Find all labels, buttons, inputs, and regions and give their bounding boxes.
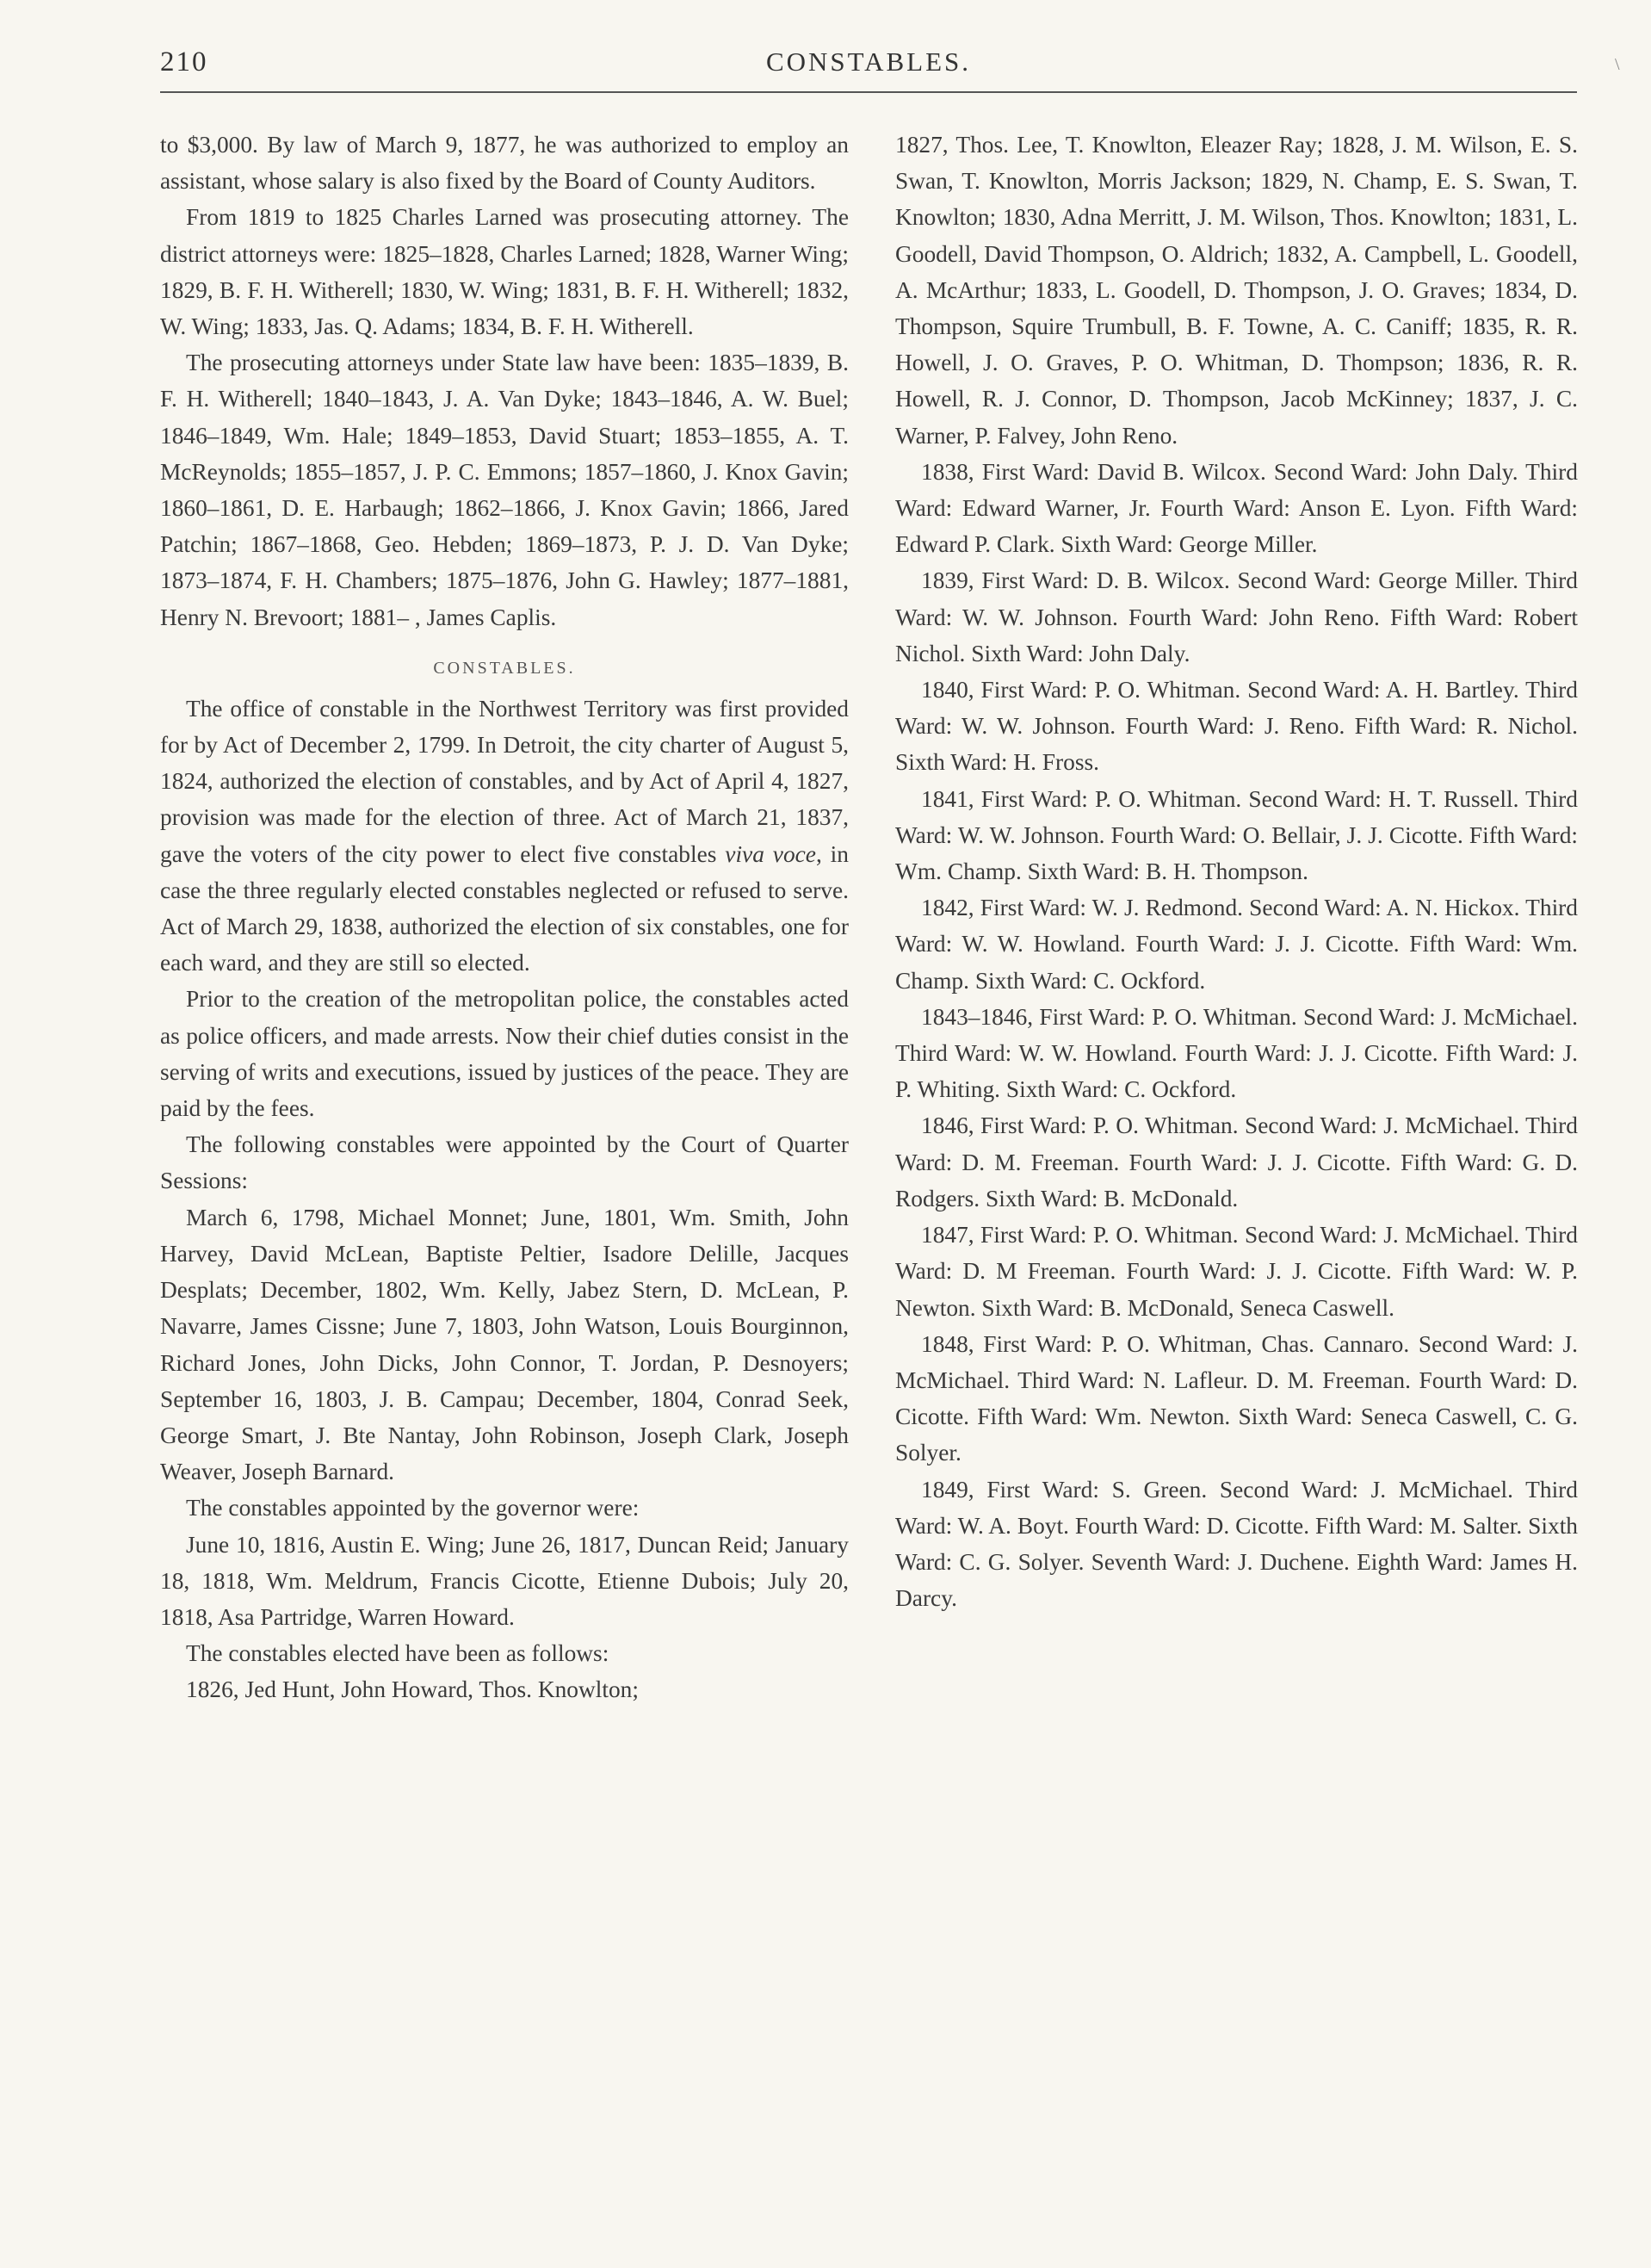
paragraph: 1847, First Ward: P. O. Whitman. Second Ward: J. McMichael. Third Ward: D. M Freeman. Fourth Ward: J. J. Cicotte. Fifth Ward: W. P. Newton. Sixth Ward: B. McDonald, Seneca Caswell. xyxy=(895,1222,1578,1321)
paragraph: 1840, First Ward: P. O. Whitman. Second Ward: A. H. Bartley. Third Ward: W. W. Johnson. Fourth Ward: J. Reno. Fifth Ward: R. Nichol. Sixth Ward: H. Fross. xyxy=(895,677,1578,776)
paragraph: March 6, 1798, Michael Monnet; June, 1801, Wm. Smith, John Harvey, David McLean, Baptiste Peltier, Isadore Delille, Jacques Desplats; December, 1802, Wm. Kelly, Jabez Stern, D. McLean, P. Navarre, James Cissne; June 7, 1803, John Watson, Louis Bourginnon, Richard Jones, John Dicks, John Connor, T. Jordan, P. Desnoyers; September 16, 1803, J. B. Campau; December, 1804, Conrad Seek, George Smart, J. Bte Nantay, John Robinson, Joseph Clark, Joseph Weaver, Joseph Barnard. xyxy=(160,1204,849,1485)
left-column xyxy=(160,127,849,1708)
paragraph: From 1819 to 1825 Charles Larned was prosecuting attorney. The district attorneys were: 1825–1828, Charles Larned; 1828, Warner Wing; 1829, B. F. H. Witherell; 1830, W. Wing; 1831, B. F. H. Witherell; 1832, W. Wing; 1833, Jas. Q. Adams; 1834, B. F. H. Witherell. xyxy=(160,204,849,340)
paragraph: The constables appointed by the governor were: xyxy=(186,1495,640,1521)
paragraph-text: The office of constable in the Northwest Territory was first provided for by Act of December 2, 1799. In Detroit, the city charter of August 5, 1824, authorized the election of constables, and by Act of April 4, 1827, provision was made for the election of three. Act of March 21, 1837, gave the voters of the city power to elect five constables xyxy=(160,695,849,867)
paragraph: 1839, First Ward: D. B. Wilcox. Second Ward: George Miller. Third Ward: W. W. Johnson. Fourth Ward: John Reno. Fifth Ward: Robert Nichol. Sixth Ward: John Daly. xyxy=(895,567,1578,666)
right-column xyxy=(895,127,1578,1616)
paragraph: The prosecuting attorneys under State law have been: 1835–1839, B. F. H. Witherell; 1840–1843, J. A. Van Dyke; 1843–1846, A. W. Buel; 1846–1849, Wm. Hale; 1849–1853, David Stuart; 1853–1855, A. T. McReynolds; 1855–1857, J. P. C. Emmons; 1857–1860, J. Knox Gavin; 1860–1861, D. E. Harbaugh; 1862–1866, J. Knox Gavin; 1866, Jared Patchin; 1867–1868, Geo. Hebden; 1869–1873, P. J. D. Van Dyke; 1873–1874, F. H. Chambers; 1875–1876, John G. Hawley; 1877–1881, Henry N. Brevoort; 1881– , James Caplis. xyxy=(160,350,849,630)
paragraph: The following constables were appointed by the Court of Quarter Sessions: xyxy=(160,1131,849,1194)
paragraph: Prior to the creation of the metropolitan police, the constables acted as police officers, and made arrests. Now their chief duties consist in the serving of writs and executions, issued by justices of the peace. They are paid by the fees. xyxy=(160,986,849,1122)
paragraph: 1842, First Ward: W. J. Redmond. Second Ward: A. N. Hickox. Third Ward: W. W. Howland. Fourth Ward: J. J. Cicotte. Fifth Ward: Wm. Champ. Sixth Ward: C. Ockford. xyxy=(895,895,1578,994)
paragraph: to $3,000. By law of March 9, 1877, he was authorized to employ an assistant, whose salary is also fixed by the Board of County Auditors. xyxy=(160,132,849,195)
page-header xyxy=(160,45,1620,93)
paragraph: 1848, First Ward: P. O. Whitman, Chas. Cannaro. Second Ward: J. McMichael. Third Ward: N. Lafleur. D. M. Freeman. Fourth Ward: D. Cicotte. Fifth Ward: Wm. Newton. Sixth Ward: Seneca Caswell, C. G. Solyer. xyxy=(895,1330,1578,1466)
page-number: 210 xyxy=(160,46,208,77)
paragraph: 1826, Jed Hunt, John Howard, Thos. Knowlton; xyxy=(186,1676,639,1703)
running-head: CONSTABLES. xyxy=(765,46,972,77)
paragraph: 1841, First Ward: P. O. Whitman. Second Ward: H. T. Russell. Third Ward: W. W. Johnson. Fourth Ward: O. Bellair, J. J. Cicotte. Fifth Ward: Wm. Champ. Sixth Ward: B. H. Thompson. xyxy=(895,785,1578,885)
section-heading: CONSTABLES. xyxy=(433,658,576,678)
paragraph: 1849, First Ward: S. Green. Second Ward: J. McMichael. Third Ward: W. A. Boyt. Fourth Ward: D. Cicotte. Fifth Ward: M. Salter. Sixth Ward: C. G. Solyer. Seventh Ward: J. Duchene. Eighth Ward: James H. Darcy. xyxy=(895,1476,1578,1612)
corner-mark: \ xyxy=(1615,55,1620,74)
paragraph: 1846, First Ward: P. O. Whitman. Second Ward: J. McMichael. Third Ward: D. M. Freeman. Fourth Ward: J. J. Cicotte. Fifth Ward: G. D. Rodgers. Sixth Ward: B. McDonald. xyxy=(895,1112,1578,1211)
paragraph: June 10, 1816, Austin E. Wing; June 26, 1817, Duncan Reid; January 18, 1818, Wm. Meldrum, Francis Cicotte, Etienne Dubois; July 20, 1818, Asa Partridge, Warren Howard. xyxy=(160,1531,849,1630)
italic-phrase: viva voce xyxy=(725,840,816,867)
paragraph xyxy=(160,691,849,982)
paragraph: 1827, Thos. Lee, T. Knowlton, Eleazer Ray; 1828, J. M. Wilson, E. S. Swan, T. Knowlton, Morris Jackson; 1829, N. Champ, E. S. Swan, T. Knowlton; 1830, Adna Merritt, J. M. Wilson, Thos. Knowlton; 1831, L. Goodell, David Thompson, O. Aldrich; 1832, A. Campbell, L. Goodell, A. McArthur; 1833, L. Goodell, D. Thompson, J. O. Graves; 1834, D. Thompson, Squire Trumbull, B. F. Towne, A. C. Caniff; 1835, R. R. Howell, J. O. Graves, P. O. Whitman, D. Thompson; 1836, R. R. Howell, R. J. Connor, D. Thompson, Jacob McKinney; 1837, J. C. Warner, P. Falvey, John Reno. xyxy=(895,132,1578,449)
paragraph-text: , in case the three regularly elected constables neglected or refused to serve. Act of March 29, 1838, authorized the election of six constables, one for each ward, and they are still so elected. xyxy=(160,840,849,976)
paragraph: 1838, First Ward: David B. Wilcox. Second Ward: John Daly. Third Ward: Edward Warner, Jr. Fourth Ward: Anson E. Lyon. Fifth Ward: Edward P. Clark. Sixth Ward: George Miller. xyxy=(895,458,1578,558)
paragraph: 1843–1846, First Ward: P. O. Whitman. Second Ward: J. McMichael. Third Ward: W. W. Howland. Fourth Ward: J. J. Cicotte. Fifth Ward: J. P. Whiting. Sixth Ward: C. Ockford. xyxy=(895,1003,1578,1103)
paragraph: The constables elected have been as follows: xyxy=(186,1640,609,1667)
